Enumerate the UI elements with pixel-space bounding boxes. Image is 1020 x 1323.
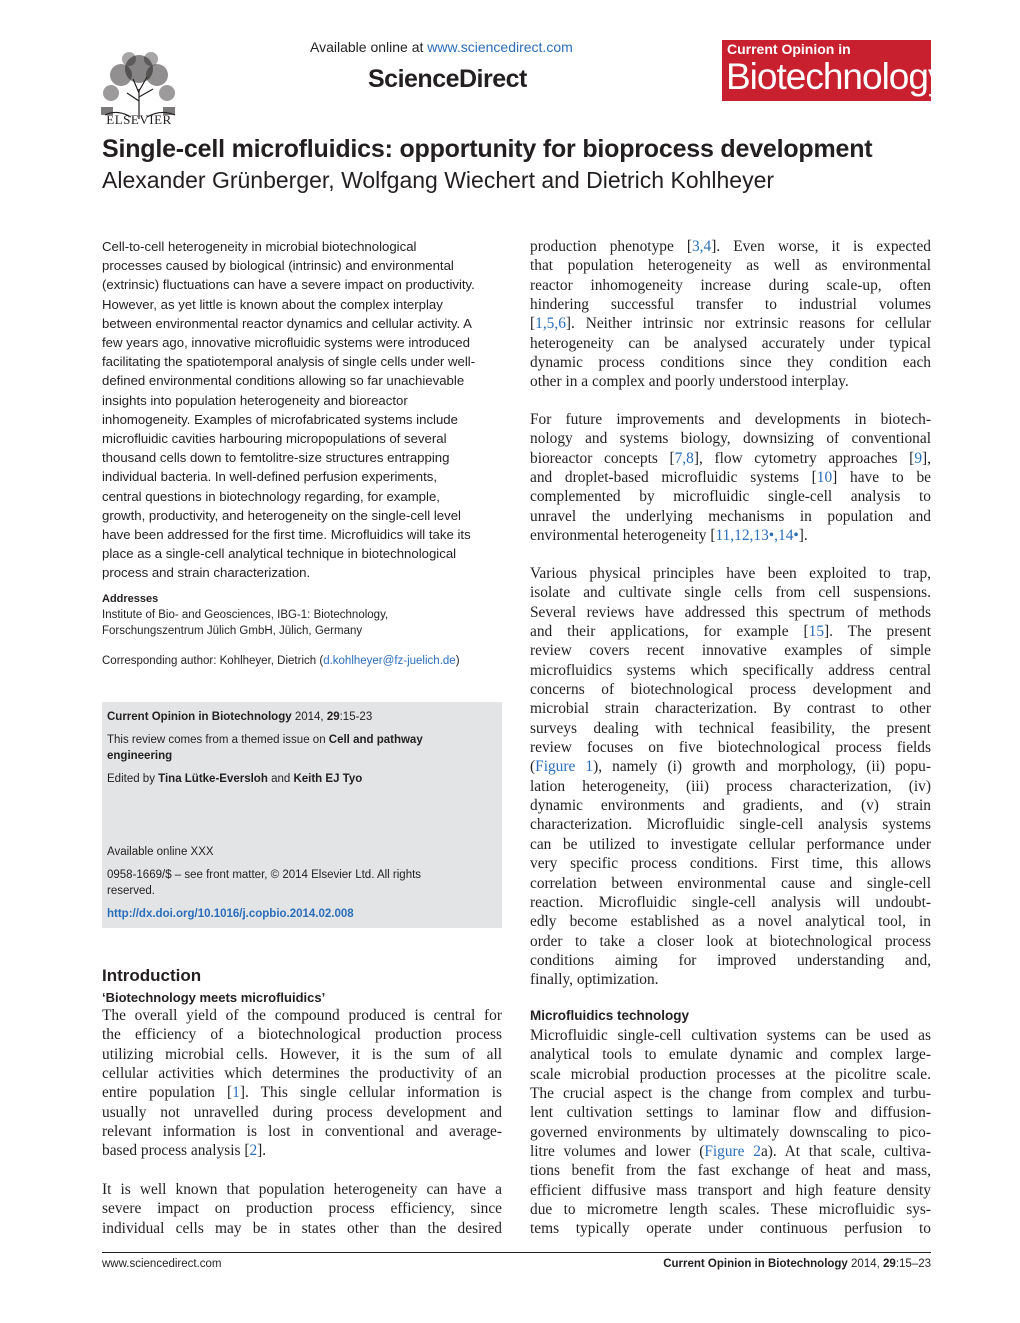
microfluidics-heading: Microfluidics technology — [530, 1008, 690, 1023]
text-line: usually not unravelled during process development and — [102, 1103, 502, 1121]
article-authors: Alexander Grünberger, Wolfgang Wiechert and Dietrich Kohlheyer — [102, 167, 775, 193]
text-line: unravel the underlying mechanisms in population and — [530, 507, 931, 525]
text-line: dynamic process conditions since they condition each — [530, 354, 931, 372]
abstract-line: process and strain characterization. — [102, 565, 311, 581]
text-line: For future improvements and developments in biotech- — [530, 411, 931, 428]
text-line — [530, 449, 931, 468]
text-segment: ]. The present — [824, 623, 931, 641]
reference-link[interactable]: Figure 1 — [535, 758, 594, 776]
body-paragraph-1 — [530, 237, 931, 392]
article-info-box — [102, 702, 502, 928]
text-line: finally, optimization. — [530, 971, 659, 989]
available-online-date: Available online XXX — [107, 846, 214, 858]
doi-link[interactable]: http://dx.doi.org/10.1016/j.copbio.2014.02.008 — [107, 908, 354, 920]
body-paragraph-2 — [530, 410, 931, 545]
text-segment: ]. Neither intrinsic nor extrinsic reasons for cellular — [565, 315, 931, 333]
abstract-line: between environmental reactor dynamics and cellular activity. A — [102, 315, 472, 331]
text-line: Several reviews have addressed this spectrum of methods — [530, 603, 931, 621]
footer-journal: Current Opinion in Biotechnology — [663, 1258, 848, 1270]
abstract-line: defined environmental conditions allowing so far unachievable — [102, 373, 465, 389]
footer-divider — [102, 1252, 931, 1253]
text-segment: and droplet-based microfluidic systems [ — [530, 469, 817, 487]
text-line — [530, 237, 931, 256]
abstract-line: However, as yet little is known about the complex interplay — [102, 296, 443, 312]
text-line: surveys dealing with technical feasibility, the present — [530, 719, 931, 737]
text-line — [102, 1141, 502, 1160]
reference-link[interactable]: 10 — [816, 469, 833, 487]
text-line: lent cultivation settings to laminar flow and diffusion- — [530, 1104, 931, 1122]
abstract-line: few years ago, innovative microfluidic systems were introduced — [102, 335, 470, 351]
text-line: due to micrometre length scales. These microfluidic sys- — [530, 1201, 931, 1219]
text-segment: environmental heterogeneity [ — [530, 527, 716, 545]
reference-link[interactable]: 1 — [232, 1084, 240, 1102]
abstract-line: (extrinsic) fluctuations can have a severe impact on productivity. — [102, 277, 475, 293]
text-line: relevant information is lost in conventional and average- — [102, 1123, 502, 1141]
sciencedirect-link[interactable]: www.sciencedirect.com — [427, 39, 573, 55]
addresses-label: Addresses — [102, 593, 159, 605]
text-line: lation heterogeneity, (iii) process characterization, (iv) — [530, 777, 931, 795]
corresponding-label: Corresponding author: Kohlheyer, Dietrich ( — [102, 655, 324, 667]
text-line: The crucial aspect is the change from complex and turbu- — [530, 1085, 931, 1103]
text-segment: ]. This single cellular information is — [239, 1084, 502, 1102]
text-segment: production phenotype [ — [530, 238, 692, 255]
citation-volume: 29 — [326, 711, 340, 723]
text-line: correlation between environmental cause and single-cell — [530, 874, 931, 892]
theme-label: This review comes from a themed issue on — [107, 734, 329, 746]
text-line — [530, 314, 931, 333]
text-line: utilizing microbial cells. However, it is the sum of all — [102, 1045, 502, 1063]
text-line: individual cells may be in states other than the desired — [102, 1219, 502, 1237]
elsevier-wordmark: ELSEVIER — [106, 112, 172, 127]
reference-link[interactable]: 7,8 — [674, 449, 694, 467]
theme-name: Cell and pathway engineering — [107, 734, 423, 762]
introduction-subheading: ‘Biotechnology meets microfluidics’ — [102, 990, 326, 1005]
reference-link[interactable]: 15 — [808, 623, 825, 641]
text-line: reaction. Microfluidic single-cell analysis will undoubt- — [530, 893, 931, 911]
journal-banner-line2: Biotechnology — [726, 56, 946, 97]
citation-journal: Current Opinion in Biotechnology — [107, 711, 292, 723]
body-paragraph-3 — [530, 564, 931, 990]
reference-link[interactable]: 2 — [249, 1142, 258, 1160]
text-line: characterization. Microfluidic single-cell analysis systems — [530, 816, 931, 834]
text-line: scale microbial production processes at the picolitre scale. — [530, 1065, 931, 1083]
footer-pages: :15–23 — [895, 1258, 931, 1270]
article-title: Single-cell microfluidics: opportunity for bioprocess development — [102, 135, 873, 163]
text-line: heterogeneity can be analysed accurately under typical — [530, 334, 931, 352]
text-line — [102, 1083, 502, 1102]
editors-and: and — [267, 773, 294, 785]
text-line: nology and systems biology, downsizing of conventional — [530, 430, 931, 448]
citation-pages: :15-23 — [339, 711, 373, 723]
body-paragraph-4 — [530, 1026, 931, 1239]
editors-line — [107, 772, 487, 788]
citation-year: 2014, — [291, 711, 327, 723]
text-line: the efficiency of a biotechnological production process — [102, 1026, 502, 1044]
reference-link[interactable]: 1,5,6 — [535, 315, 566, 333]
footer-website: www.sciencedirect.com — [102, 1258, 222, 1270]
text-line: other in a complex and poorly understood interplay. — [530, 373, 849, 391]
reference-link[interactable]: 9 — [914, 449, 923, 467]
corresponding-email-link[interactable]: d.kohlheyer@fz-juelich.de — [323, 655, 456, 667]
copyright-line: 0958-1669/$ – see front matter, © 2014 Elsevier Ltd. All rights reserved. — [107, 869, 422, 897]
text-line — [530, 622, 931, 641]
text-line: tems typically operate under continuous perfusion to — [530, 1220, 931, 1238]
abstract-line: insights into population heterogeneity and bioreactor — [102, 392, 408, 408]
text-line: cellular activities which determines the productivity of an — [102, 1065, 502, 1083]
journal-banner-line1: Current Opinion in — [727, 41, 851, 57]
text-line: review focuses on five biotechnological process fields — [530, 739, 931, 757]
abstract-line: inhomogeneity. Examples of microfabricated systems include — [102, 411, 458, 427]
text-segment: ]. — [257, 1142, 267, 1160]
theme-line — [107, 733, 477, 764]
intro-paragraph-2 — [102, 1180, 502, 1238]
editor-2: Keith EJ Tyo — [293, 773, 363, 785]
text-line: edly become established as a novel analytical tool, in — [530, 913, 931, 931]
text-line: review covers recent innovative examples of simple — [530, 642, 931, 660]
text-line: very specific process conditions. First time, this allows — [530, 855, 931, 873]
footer-volume: 29 — [883, 1258, 896, 1270]
abstract-line: growth, productivity, and heterogeneity on the single-cell level — [102, 507, 461, 523]
text-line: microfluidics systems which specifically address central — [530, 661, 931, 679]
text-line: analytical tools to emulate dynamic and complex large- — [530, 1046, 931, 1064]
abstract-line: thousand cells down to femtolitre-size structures entrapping — [102, 450, 450, 466]
text-line: that population heterogeneity as well as environmental — [530, 257, 931, 275]
corresponding-close: ) — [455, 655, 460, 667]
text-segment: a). At that scale, cultiva- — [760, 1143, 931, 1161]
sciencedirect-wordmark: ScienceDirect — [368, 65, 527, 93]
text-line: complemented by microfluidic single-cell analysis to — [530, 488, 931, 506]
text-line: governed environments by ultimately downscaling to pico- — [530, 1123, 931, 1141]
available-online-label: Available online at — [310, 39, 428, 55]
text-line: The overall yield of the compound produced is central for — [102, 1007, 502, 1024]
text-segment: entire population [ — [102, 1084, 233, 1102]
text-line: It is well known that population heterogeneity can have a — [102, 1181, 502, 1198]
text-line: dynamic environments and gradients, and (v) strain — [530, 797, 931, 815]
text-line: reactor inhomogeneity increase during scale-up, often — [530, 276, 931, 294]
citation-line — [107, 710, 487, 726]
editor-1: Tina Lütke-Eversloh — [158, 773, 268, 785]
abstract-line: microfluidic cavities harbouring micropopulations of several — [102, 431, 447, 447]
abstract-line: facilitating the spatiotemporal analysis of single cells under well- — [102, 354, 476, 370]
abstract — [102, 237, 494, 583]
text-line: microbial strain characterization. By contrast to other — [530, 700, 931, 718]
text-line: concerns of biotechnological process development and — [530, 681, 931, 699]
text-segment: ] have to be — [832, 469, 931, 487]
reference-link[interactable]: Figure 2 — [704, 1143, 761, 1161]
introduction-heading: Introduction — [102, 966, 202, 985]
text-segment: based process analysis [ — [102, 1142, 250, 1160]
text-line: order to take a closer look at biotechnological process — [530, 932, 931, 950]
footer-citation — [663, 1258, 931, 1270]
text-line: tions benefit from the fast exchange of heat and mass, — [530, 1162, 931, 1180]
text-line: can be utilized to investigate cellular performance under — [530, 835, 931, 853]
text-segment: ( — [530, 758, 536, 776]
address-block — [102, 607, 494, 639]
abstract-line: place as a single-cell analytical technique in biotechnological — [102, 546, 457, 562]
abstract-line: processes caused by biological (intrinsic) and environmental — [102, 258, 454, 274]
text-line: severe impact on production process efficiency, since — [102, 1200, 502, 1218]
available-online-line — [310, 39, 573, 55]
text-segment: and their applications, for example [ — [530, 623, 809, 641]
text-line: hindering successful transfer to industrial volumes — [530, 296, 931, 314]
text-segment: bioreactor concepts [ — [530, 449, 675, 467]
text-line: conditions aiming for improved understanding and, — [530, 951, 931, 969]
intro-paragraph-1 — [102, 1006, 502, 1161]
text-segment: ]. Even worse, it is expected — [711, 238, 931, 255]
text-line — [530, 1142, 931, 1161]
text-line — [530, 526, 931, 545]
reference-link[interactable]: 11,12,13•,14• — [715, 527, 799, 545]
journal-banner — [722, 40, 946, 101]
text-line: Microfluidic single-cell cultivation systems can be used as — [530, 1027, 931, 1044]
reference-link[interactable]: 3,4 — [691, 238, 712, 255]
text-line: efficient diffusive mass transport and high feature density — [530, 1181, 931, 1199]
text-line: isolate and cultivate single cells from cell suspensions. — [530, 584, 931, 602]
abstract-line: individual bacteria. In well-defined perfusion experiments, — [102, 469, 437, 485]
text-segment: ], — [922, 449, 931, 467]
text-segment: ], flow cytometry approaches [ — [693, 449, 915, 467]
editors-label: Edited by — [107, 773, 159, 785]
footer-year: 2014, — [847, 1258, 884, 1270]
text-segment: litre volumes and lower ( — [530, 1143, 705, 1161]
text-segment: [ — [530, 315, 536, 333]
text-line — [530, 468, 931, 487]
address-line: Institute of Bio- and Geosciences, IBG-1: Biotechnology, — [102, 609, 389, 621]
abstract-line: have been addressed for the first time. Microfluidics will take its — [102, 527, 471, 543]
text-segment: ]. — [798, 527, 808, 545]
abstract-line: central questions in biotechnology regarding, for example, — [102, 488, 440, 504]
abstract-line: Cell-to-cell heterogeneity in microbial biotechnological — [102, 239, 417, 254]
text-line: Various physical principles have been exploited to trap, — [530, 565, 931, 582]
text-line — [530, 757, 931, 776]
corresponding-author — [102, 655, 494, 667]
address-line: Forschungszentrum Jülich GmbH, Jülich, Germany — [102, 625, 363, 637]
text-segment: ), namely (i) growth and morphology, (ii) popu- — [593, 758, 931, 776]
